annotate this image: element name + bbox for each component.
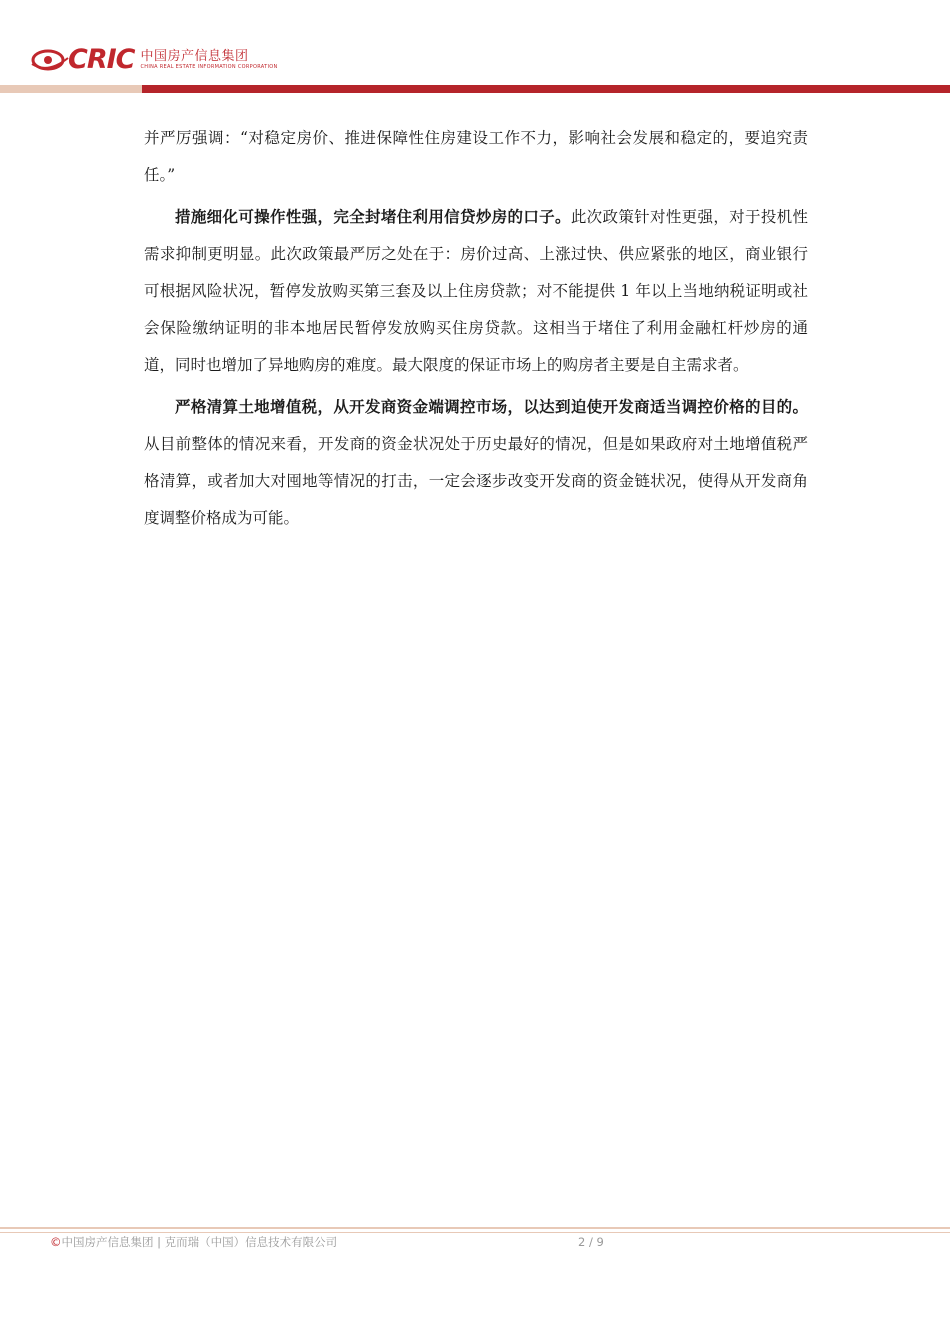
footer-divider-thin (0, 1232, 950, 1233)
footer-company-name: 中国房产信息集团 | 克而瑞（中国）信息技术有限公司 (61, 1235, 338, 1249)
logo-english-name: CHINA REAL ESTATE INFORMATION CORPORATION (140, 64, 278, 70)
paragraph-1: 并严厉强调：“对稳定房价、推进保障性住房建设工作不力，影响社会发展和稳定的，要追究责任。” (144, 129, 808, 184)
paragraph-2-text: 此次政策针对性更强，对于投机性需求抑制更明显。此次政策最严厉之处在于：房价过高、上涨过快、供应紧张的地区，商业银行可根据风险状况，暂停发放购买第三套及以上住房贷款；对不能提供 1 年以上当地纳税证明或社会保险缴纳证明的非本地居民暂停发放购买住房贷款。这相当于堵住了利用金融杠杆炒房的通道，同时也增加了异地购房的难度。最大限度的保证市场上的购房者主要是自主需求者。 (144, 208, 808, 374)
page-header (0, 0, 950, 100)
paragraph-3-heading: 严格清算土地增值税，从开发商资金端调控市场，以达到迫使开发商适当调控价格的目的。 (175, 397, 808, 416)
copyright-icon: © (50, 1235, 62, 1249)
header-bar-accent (0, 85, 142, 93)
logo-wordmark: CRIC (68, 44, 135, 75)
cric-swoosh-icon (30, 44, 72, 76)
paragraph-2-heading: 措施细化可操作性强，完全封堵住利用信贷炒房的口子。 (175, 207, 571, 226)
logo-chinese-name: 中国房产信息集团 (140, 49, 249, 64)
paragraph-3 (144, 388, 808, 537)
company-logo (30, 44, 278, 76)
paragraph-2 (144, 198, 808, 384)
document-body (144, 120, 808, 541)
footer-company (50, 1235, 337, 1249)
footer-divider (0, 1227, 950, 1229)
header-bar (142, 85, 950, 93)
paragraph-3-text: 从目前整体的情况来看，开发商的资金状况处于历史最好的情况，但是如果政府对土地增值税严格清算，或者加大对囤地等情况的打击，一定会逐步改变开发商的资金链状况，使得从开发商角度调整价格成为可能。 (144, 435, 808, 527)
page-number: 2 / 9 (578, 1235, 604, 1249)
